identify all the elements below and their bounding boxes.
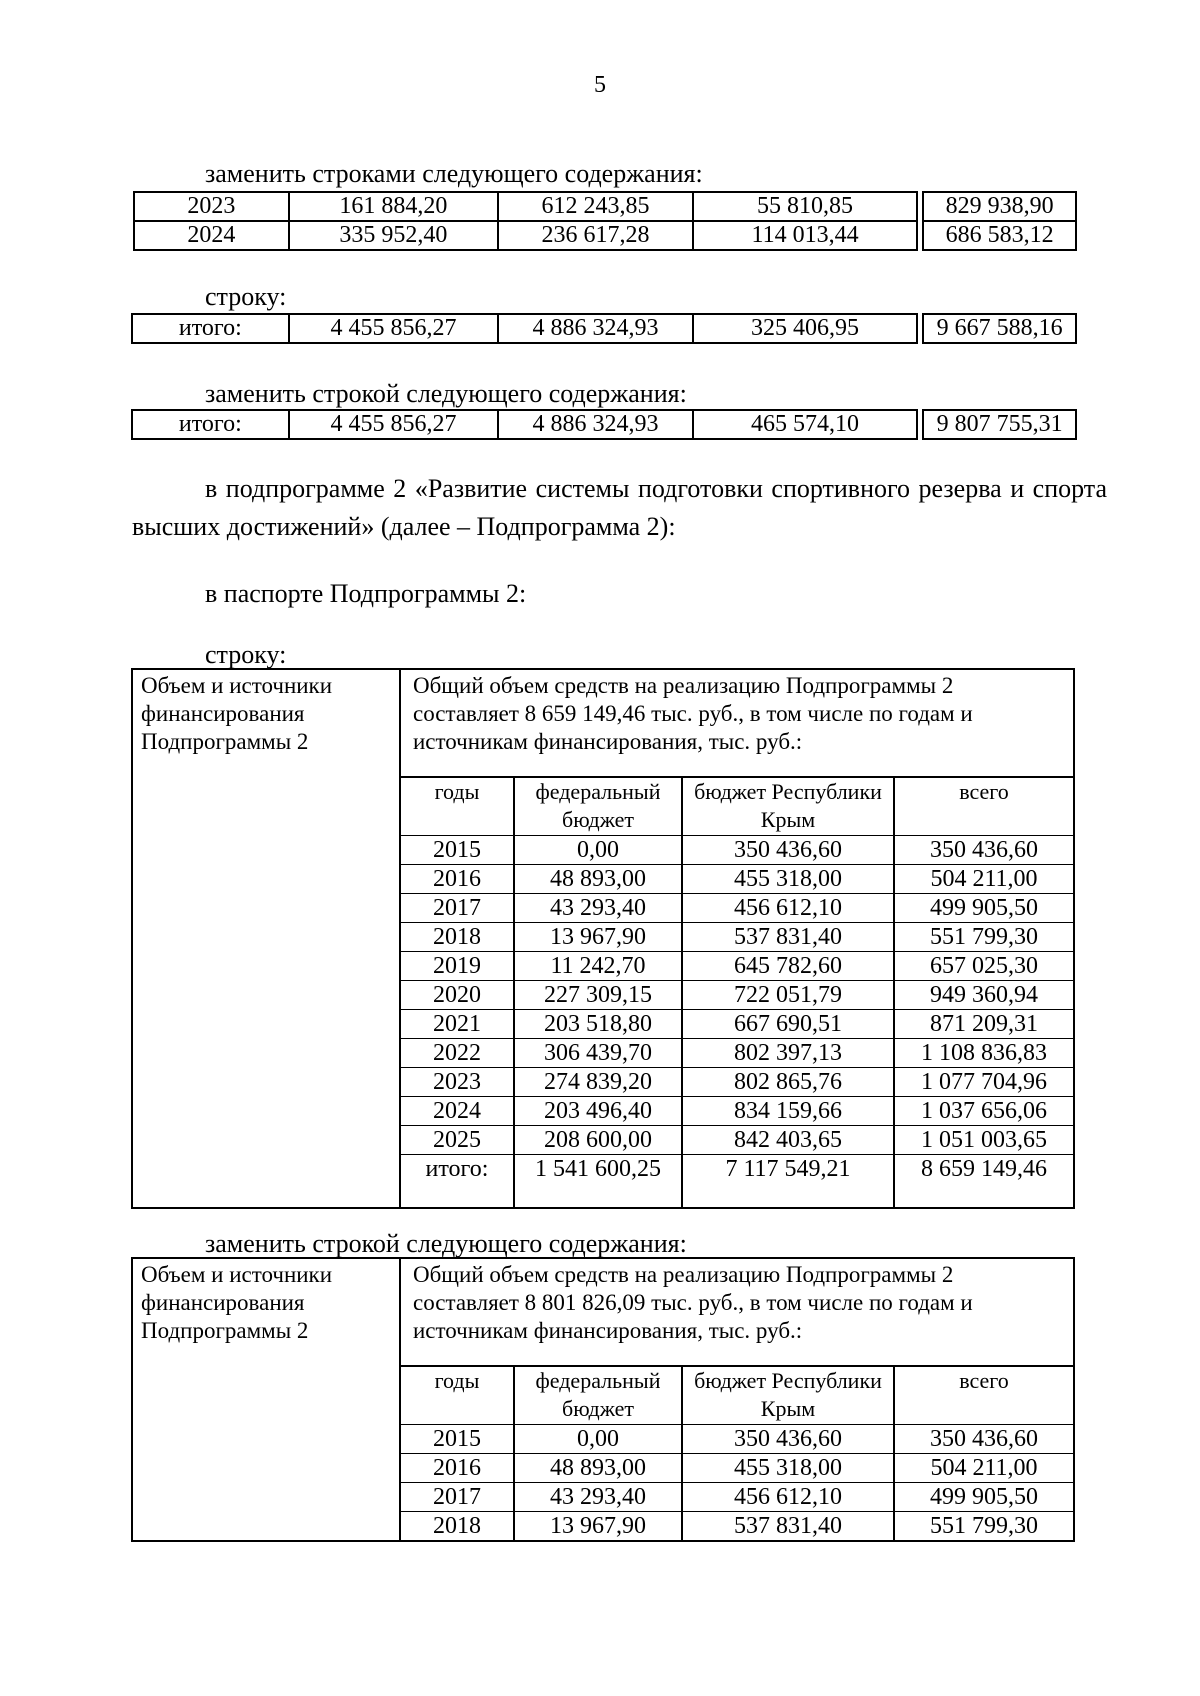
value-cell: 1 541 600,25 [514, 1155, 682, 1207]
passport-new-table [131, 1257, 1075, 1542]
value-cell: 13 967,90 [514, 1512, 682, 1541]
value-cell: 455 318,00 [682, 865, 894, 894]
header-row [401, 777, 1073, 836]
value-cell: 325 406,95 [693, 314, 917, 343]
column-header: годы [401, 777, 514, 836]
value-cell: 350 436,60 [894, 836, 1073, 865]
value-cell: 499 905,50 [894, 894, 1073, 923]
table-row [401, 1512, 1073, 1541]
column-header: федеральный бюджет [514, 777, 682, 836]
year-cell: 2022 [401, 1039, 514, 1068]
total-cell: 686 583,12 [923, 221, 1076, 250]
table-row [401, 865, 1073, 894]
year-cell: 2023 [134, 192, 289, 221]
value-cell: 11 242,70 [514, 952, 682, 981]
value-cell: 456 612,10 [682, 1483, 894, 1512]
year-cell: 2023 [401, 1068, 514, 1097]
passport-content [400, 669, 1074, 1208]
column-header: годы [401, 1366, 514, 1425]
value-cell: 350 436,60 [894, 1425, 1073, 1454]
column-header: бюджет Республики Крым [682, 777, 894, 836]
value-cell: 1 077 704,96 [894, 1068, 1073, 1097]
value-cell: 499 905,50 [894, 1483, 1073, 1512]
value-cell: 551 799,30 [894, 1512, 1073, 1541]
passport-old-lead: строку: [205, 640, 287, 669]
table-row [401, 1010, 1073, 1039]
value-cell: 8 659 149,46 [894, 1155, 1073, 1207]
table-row [132, 314, 1076, 343]
value-cell: 667 690,51 [682, 1010, 894, 1039]
value-cell: 657 025,30 [894, 952, 1073, 981]
table-row [401, 1068, 1073, 1097]
section3-table [131, 409, 1077, 440]
section2-lead: строку: [205, 282, 287, 311]
table-row [401, 836, 1073, 865]
value-cell: 208 600,00 [514, 1126, 682, 1155]
table-row [401, 1126, 1073, 1155]
paragraph-subprogram-text: в подпрограмме 2 «Развитие системы подготовки спортивного резерва и спорта высших достижений» (далее – Подпрограмма 2): [132, 474, 1107, 541]
value-cell: 0,00 [514, 1425, 682, 1454]
label-cell: итого: [132, 410, 289, 439]
value-cell: 203 518,80 [514, 1010, 682, 1039]
table-row [132, 410, 1076, 439]
value-cell: 1 037 656,06 [894, 1097, 1073, 1126]
value-cell: 306 439,70 [514, 1039, 682, 1068]
paragraph-passport-text: в паспорте Подпрограммы 2: [205, 579, 527, 608]
passport-label: Объем и источники финансирования Подпрограммы 2 [132, 1258, 400, 1541]
total-label: итого: [401, 1155, 514, 1207]
year-cell: 2024 [134, 221, 289, 250]
table-row [401, 981, 1073, 1010]
passport-old-table [131, 668, 1075, 1209]
table-row [401, 923, 1073, 952]
value-cell: 722 051,79 [682, 981, 894, 1010]
year-cell: 2016 [401, 865, 514, 894]
label-cell: итого: [132, 314, 289, 343]
section3-lead: заменить строкой следующего содержания: [205, 379, 687, 408]
value-cell: 4 886 324,93 [498, 314, 693, 343]
value-cell: 203 496,40 [514, 1097, 682, 1126]
total-cell: 829 938,90 [923, 192, 1076, 221]
value-cell: 161 884,20 [289, 192, 499, 221]
value-cell: 871 209,31 [894, 1010, 1073, 1039]
header-row [401, 1366, 1073, 1425]
value-cell: 274 839,20 [514, 1068, 682, 1097]
page-number: 5 [594, 72, 606, 98]
value-cell: 551 799,30 [894, 923, 1073, 952]
year-cell: 2018 [401, 1512, 514, 1541]
table-row [401, 1483, 1073, 1512]
value-cell: 504 211,00 [894, 865, 1073, 894]
value-cell: 842 403,65 [682, 1126, 894, 1155]
value-cell: 43 293,40 [514, 1483, 682, 1512]
value-cell: 48 893,00 [514, 865, 682, 894]
column-header: всего [894, 1366, 1073, 1425]
value-cell: 350 436,60 [682, 836, 894, 865]
table-row [401, 1039, 1073, 1068]
value-cell: 55 810,85 [693, 192, 917, 221]
paragraph-passport [132, 575, 1107, 613]
total-cell: 9 667 588,16 [923, 314, 1076, 343]
value-cell: 4 886 324,93 [498, 410, 693, 439]
value-cell: 504 211,00 [894, 1454, 1073, 1483]
value-cell: 802 397,13 [682, 1039, 894, 1068]
table-row [134, 192, 1076, 221]
section1-table [133, 191, 1077, 251]
value-cell: 456 612,10 [682, 894, 894, 923]
value-cell: 0,00 [514, 836, 682, 865]
year-cell: 2016 [401, 1454, 514, 1483]
table-row [401, 1454, 1073, 1483]
value-cell: 43 293,40 [514, 894, 682, 923]
value-cell: 13 967,90 [514, 923, 682, 952]
table-row [401, 1425, 1073, 1454]
year-cell: 2018 [401, 923, 514, 952]
year-cell: 2024 [401, 1097, 514, 1126]
table-row [401, 1097, 1073, 1126]
year-cell: 2020 [401, 981, 514, 1010]
year-cell: 2017 [401, 1483, 514, 1512]
value-cell: 1 051 003,65 [894, 1126, 1073, 1155]
column-header: федеральный бюджет [514, 1366, 682, 1425]
column-header: бюджет Республики Крым [682, 1366, 894, 1425]
paragraph-subprogram [132, 470, 1107, 546]
financing-table [401, 1365, 1073, 1540]
total-row [401, 1155, 1073, 1207]
section2-table [131, 313, 1077, 344]
value-cell: 48 893,00 [514, 1454, 682, 1483]
value-cell: 465 574,10 [693, 410, 917, 439]
value-cell: 114 013,44 [693, 221, 917, 250]
year-cell: 2021 [401, 1010, 514, 1039]
value-cell: 1 108 836,83 [894, 1039, 1073, 1068]
value-cell: 227 309,15 [514, 981, 682, 1010]
section1-lead: заменить строками следующего содержания: [205, 159, 703, 188]
total-cell: 9 807 755,31 [923, 410, 1076, 439]
value-cell: 350 436,60 [682, 1425, 894, 1454]
value-cell: 4 455 856,27 [289, 314, 499, 343]
value-cell: 4 455 856,27 [289, 410, 499, 439]
year-cell: 2015 [401, 836, 514, 865]
table-row [134, 221, 1076, 250]
year-cell: 2017 [401, 894, 514, 923]
value-cell: 645 782,60 [682, 952, 894, 981]
passport-intro: Общий объем средств на реализацию Подпрограммы 2 составляет 8 801 826,09 тыс. руб., в том числе по годам и источникам финансирования, тыс. руб.: [413, 1262, 973, 1343]
value-cell: 802 865,76 [682, 1068, 894, 1097]
passport-label: Объем и источники финансирования Подпрограммы 2 [132, 669, 400, 1208]
value-cell: 949 360,94 [894, 981, 1073, 1010]
passport-content [400, 1258, 1074, 1541]
value-cell: 335 952,40 [289, 221, 499, 250]
column-header: всего [894, 777, 1073, 836]
value-cell: 537 831,40 [682, 1512, 894, 1541]
financing-table [401, 776, 1073, 1207]
year-cell: 2015 [401, 1425, 514, 1454]
value-cell: 455 318,00 [682, 1454, 894, 1483]
passport-intro: Общий объем средств на реализацию Подпрограммы 2 составляет 8 659 149,46 тыс. руб., в том числе по годам и источникам финансирования, тыс. руб.: [413, 673, 973, 754]
passport-new-lead: заменить строкой следующего содержания: [205, 1229, 687, 1258]
year-cell: 2025 [401, 1126, 514, 1155]
value-cell: 834 159,66 [682, 1097, 894, 1126]
value-cell: 537 831,40 [682, 923, 894, 952]
year-cell: 2019 [401, 952, 514, 981]
value-cell: 236 617,28 [498, 221, 693, 250]
value-cell: 7 117 549,21 [682, 1155, 894, 1207]
table-row [401, 894, 1073, 923]
table-row [401, 952, 1073, 981]
value-cell: 612 243,85 [498, 192, 693, 221]
